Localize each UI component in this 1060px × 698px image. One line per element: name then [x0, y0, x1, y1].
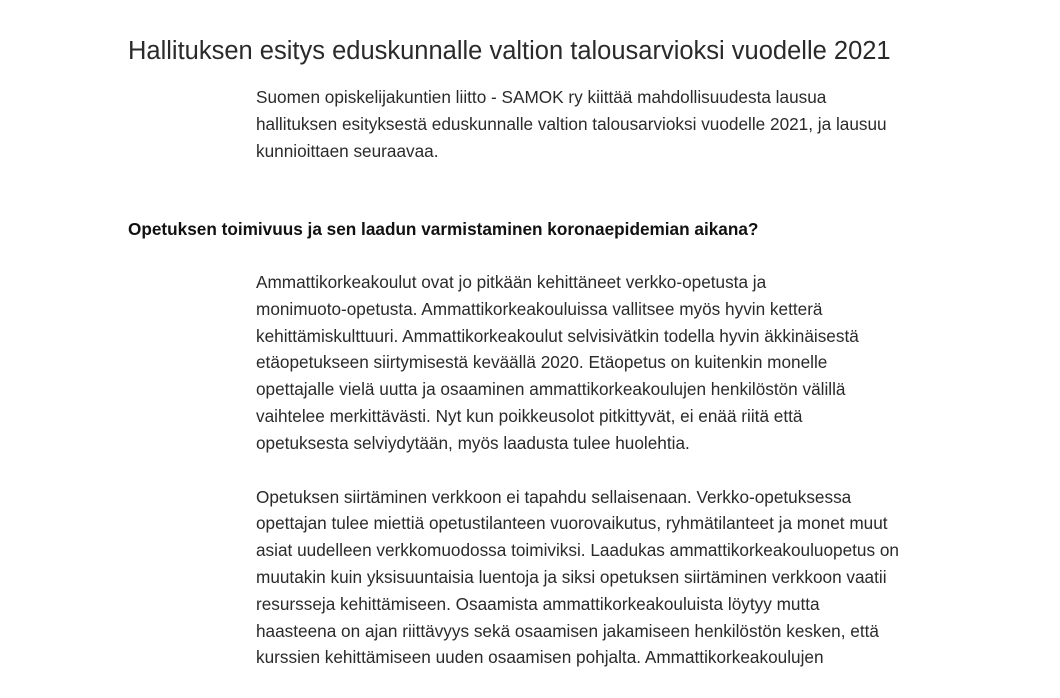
paragraph-line: haasteena on ajan riittävyys sekä osaamisen jakamiseen henkilöstön kesken, että: [256, 620, 879, 641]
body-paragraph-1: [256, 269, 976, 457]
body-paragraph-2: [256, 484, 976, 672]
paragraph-line: kehittämiskulttuuri. Ammattikorkeakoulut selvisivätkin todella hyvin äkkinäisestä: [256, 325, 859, 346]
paragraph-line: asiat uudelleen verkkomuodossa toimiviksi. Laadukas ammattikorkeakouluopetus on: [256, 540, 899, 561]
intro-line: hallituksen esityksestä eduskunnalle valtion talousarvioksi vuodelle 2021, ja lausuu: [256, 114, 887, 134]
paragraph-line: resursseja kehittämiseen. Osaamista ammattikorkeakouluista löytyy mutta: [256, 593, 820, 614]
paragraph-line: monimuoto-opetusta. Ammattikorkeakouluissa vallitsee myös hyvin ketterä: [256, 298, 823, 319]
intro-line: Suomen opiskelijakuntien liitto - SAMOK ry kiittää mahdollisuudesta lausua: [256, 87, 827, 107]
paragraph-line: opettajalle vielä uutta ja osaaminen ammattikorkeakoulujen henkilöstön välillä: [256, 379, 846, 400]
document-title: Hallituksen esitys eduskunnalle valtion talousarvioksi vuodelle 2021: [128, 37, 891, 65]
paragraph-line: kurssien kehittämiseen uuden osaamisen pohjalta. Ammattikorkeakoulujen: [256, 647, 824, 668]
paragraph-line: muutakin kuin yksisuuntaisia luentoja ja siksi opetuksen siirtäminen verkkoon vaatii: [256, 566, 887, 587]
section-heading: Opetuksen toimivuus ja sen laadun varmistaminen koronaepidemian aikana?: [128, 219, 759, 239]
paragraph-line: Opetuksen siirtäminen verkkoon ei tapahdu sellaisenaan. Verkko-opetuksessa: [256, 486, 852, 507]
paragraph-line: etäopetukseen siirtymisestä keväällä 2020. Etäopetus on kuitenkin monelle: [256, 352, 828, 373]
paragraph-line: vaihtelee merkittävästi. Nyt kun poikkeusolot pitkittyvät, ei enää riitä että: [256, 405, 803, 426]
paragraph-line: opetuksesta selviydytään, myös laadusta tulee huolehtia.: [256, 432, 690, 453]
section-body: [256, 269, 976, 698]
paragraph-line: opettajan tulee miettiä opetustilanteen vuorovaikutus, ryhmätilanteet ja monet muut: [256, 513, 888, 534]
intro-line: kunnioittaen seuraavaa.: [256, 141, 439, 161]
paragraph-line: Ammattikorkeakoulut ovat jo pitkään kehittäneet verkko-opetusta ja: [256, 272, 767, 292]
intro-paragraph: [256, 84, 976, 165]
